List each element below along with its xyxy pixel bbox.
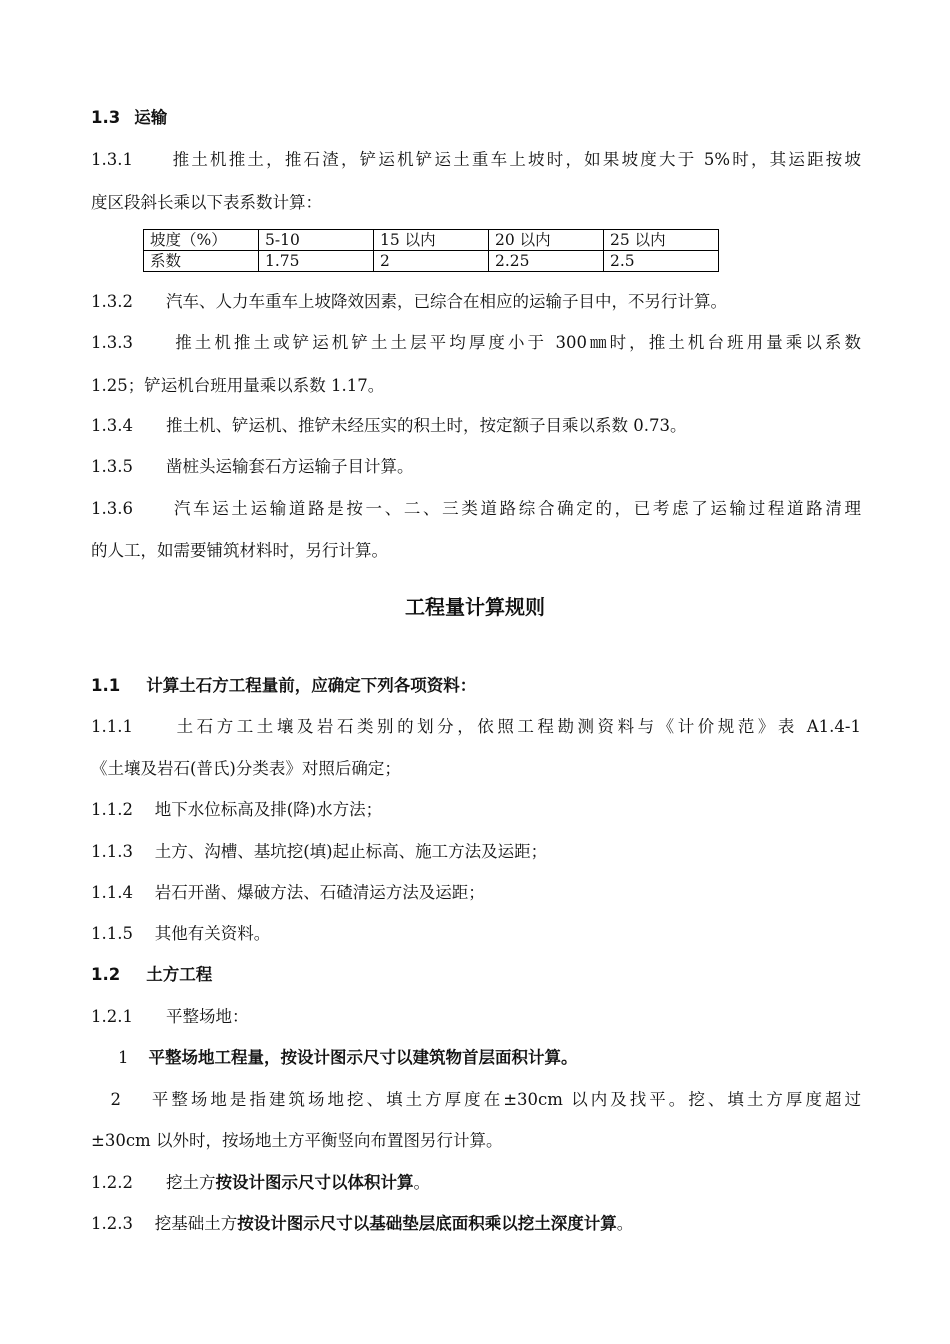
heading-title: 运输	[134, 108, 168, 127]
table-row	[144, 230, 719, 251]
slope-coefficient-table	[143, 229, 719, 272]
paragraph-1-3-6-line-2: 的人工，如需要铺筑材料时，另行计算。	[91, 541, 388, 560]
table-cell: 系数	[144, 251, 259, 272]
list-item-1	[118, 1047, 888, 1069]
paragraph-1-3-1-line-1: 1.3.1 推土机推土，推石渣，铲运机铲运土重车上坡时，如果坡度大于 5%时，其运距按坡	[91, 150, 861, 169]
paragraph-end: 。	[413, 1173, 430, 1192]
heading-text: 土方工程	[146, 965, 213, 984]
paragraph-prefix: 1.2.3 挖基础土方	[91, 1214, 238, 1233]
paragraph-1-1-1-line-2: 《土壤及岩石(普氏)分类表》对照后确定；	[91, 759, 401, 778]
table-cell: 2.5	[604, 251, 719, 272]
paragraph-1-1-3: 1.1.3 土方、沟槽、基坑挖(填)起止标高、施工方法及运距；	[91, 842, 548, 861]
section-heading-1-2	[91, 964, 861, 986]
paragraph-1-3-3-line-1: 1.3.3 推土机推土或铲运机铲土土层平均厚度小于 300㎜时，推土机台班用量乘以系数	[91, 333, 861, 352]
section-title: 工程量计算规则	[405, 595, 545, 619]
table-cell: 2	[374, 251, 489, 272]
paragraph-bold: 按设计图示尺寸以基础垫层底面积乘以挖土深度计算	[237, 1214, 617, 1233]
table-cell: 1.75	[259, 251, 374, 272]
paragraph-1-2-3	[91, 1213, 861, 1235]
section-heading-1-1	[91, 675, 861, 697]
heading-text: 计算土石方工程量前，应确定下列各项资料：	[146, 676, 477, 695]
paragraph-1-3-2: 1.3.2 汽车、人力车重车上坡降效因素，已综合在相应的运输子目中，不另行计算。	[91, 292, 727, 311]
table-cell: 2.25	[489, 251, 604, 272]
table-cell: 5-10	[259, 230, 374, 251]
heading-number: 1.2	[91, 965, 121, 984]
list-item-2-line-1: 2 平整场地是指建筑场地挖、填土方厚度在±30cm 以内及找平。挖、填土方厚度超过	[91, 1090, 861, 1109]
paragraph-1-1-5: 1.1.5 其他有关资料。	[91, 924, 271, 943]
paragraph-1-3-6-line-1: 1.3.6 汽车运土运输道路是按一、二、三类道路综合确定的，已考虑了运输过程道路清理	[91, 499, 861, 518]
list-item-number: 1	[118, 1048, 129, 1067]
paragraph-1-1-2: 1.1.2 地下水位标高及排(降)水方法；	[91, 800, 383, 819]
section-heading-1-3	[91, 107, 861, 129]
table-row	[144, 251, 719, 272]
paragraph-1-3-1-line-2: 度区段斜长乘以下表系数计算：	[91, 193, 322, 212]
table-cell: 坡度（%）	[144, 230, 259, 251]
table-cell: 15 以内	[374, 230, 489, 251]
table-cell: 25 以内	[604, 230, 719, 251]
list-item-2-line-2: ±30cm 以外时，按场地土方平衡竖向布置图另行计算。	[91, 1131, 503, 1150]
paragraph-1-1-4: 1.1.4 岩石开凿、爆破方法、石碴清运方法及运距；	[91, 883, 485, 902]
heading-number: 1.1	[91, 676, 121, 695]
paragraph-1-2-2	[91, 1172, 861, 1194]
paragraph-bold: 按设计图示尺寸以体积计算	[215, 1173, 414, 1192]
paragraph-1-3-4: 1.3.4 推土机、铲运机、推铲未经压实的积土时，按定额子目乘以系数 0.73。	[91, 416, 687, 435]
paragraph-prefix: 1.2.2 挖土方	[91, 1173, 216, 1192]
paragraph-1-2-1: 1.2.1 平整场地：	[91, 1007, 249, 1026]
list-item-text: 平整场地工程量，按设计图示尺寸以建筑物首层面积计算。	[148, 1048, 578, 1067]
paragraph-end: 。	[616, 1214, 634, 1233]
heading-number: 1.3	[91, 108, 121, 127]
paragraph-1-3-3-line-2: 1.25；铲运机台班用量乘以系数 1.17。	[91, 376, 385, 395]
paragraph-1-3-5: 1.3.5 凿桩头运输套石方运输子目计算。	[91, 457, 414, 476]
table-cell: 20 以内	[489, 230, 604, 251]
paragraph-1-1-1-line-1: 1.1.1 土石方工土壤及岩石类别的划分，依照工程勘测资料与《计价规范》表 A1.4-1	[91, 717, 861, 736]
